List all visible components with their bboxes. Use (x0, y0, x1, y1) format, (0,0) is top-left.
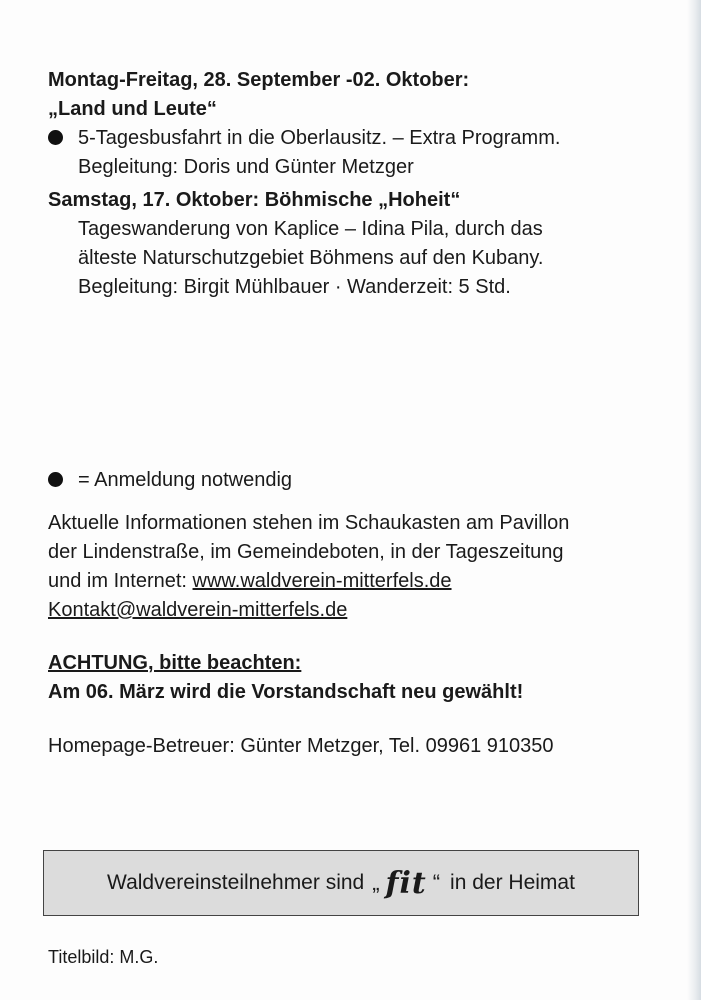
banner-after: in der Heimat (450, 871, 575, 894)
event-1-heading: Montag-Freitag, 28. September -02. Oktober: (48, 69, 470, 91)
event-1-title: „Land und Leute“ (48, 98, 217, 120)
bullet-icon (48, 130, 63, 145)
info-line-3: und im Internet: www.waldverein-mitterfels.de (48, 570, 452, 592)
info-line-2: der Lindenstraße, im Gemeindeboten, in der Tageszeitung (48, 541, 564, 563)
info-line-1: Aktuelle Informationen stehen im Schaukasten am Pavillon (48, 512, 570, 534)
slogan-banner (43, 850, 639, 916)
legend (48, 466, 668, 495)
event-2-line-3: Begleitung: Birgit Mühlbauer · Wanderzeit: 5 Std. (78, 276, 511, 298)
notice-text: Am 06. März wird die Vorstandschaft neu gewählt! (48, 681, 524, 703)
homepage-credit: Homepage-Betreuer: Günter Metzger, Tel. 09961 910350 (48, 735, 554, 757)
bullet-icon (48, 472, 63, 487)
website-link[interactable]: www.waldverein-mitterfels.de (192, 570, 452, 592)
info (48, 509, 668, 625)
event-2-heading: Samstag, 17. Oktober: Böhmische „Hoheit“ (48, 189, 461, 211)
notice (48, 649, 668, 707)
event-2-line-2: älteste Naturschutzgebiet Böhmens auf den Kubany. (78, 247, 544, 269)
title-image-credit: Titelbild: M.G. (48, 947, 159, 967)
banner-open-quote: „ (372, 870, 380, 895)
event-2 (48, 186, 668, 302)
banner-close-quote: “ (432, 870, 441, 895)
page-edge (687, 0, 701, 1000)
banner-fit: fit (385, 865, 427, 901)
email-link[interactable]: Kontakt@waldverein-mitterfels.de (48, 599, 348, 621)
event-1 (48, 66, 668, 182)
notice-title: ACHTUNG, bitte beachten: (48, 652, 302, 674)
event-1-line-1: 5-Tagesbusfahrt in die Oberlausitz. – Extra Programm. (48, 124, 668, 153)
event-2-line-1: Tageswanderung von Kaplice – Idina Pila, durch das (78, 218, 543, 240)
event-1-line-2: Begleitung: Doris und Günter Metzger (78, 156, 414, 178)
legend-text: = Anmeldung notwendig (78, 469, 293, 491)
banner-before: Waldvereinsteilnehmer sind (107, 871, 365, 894)
